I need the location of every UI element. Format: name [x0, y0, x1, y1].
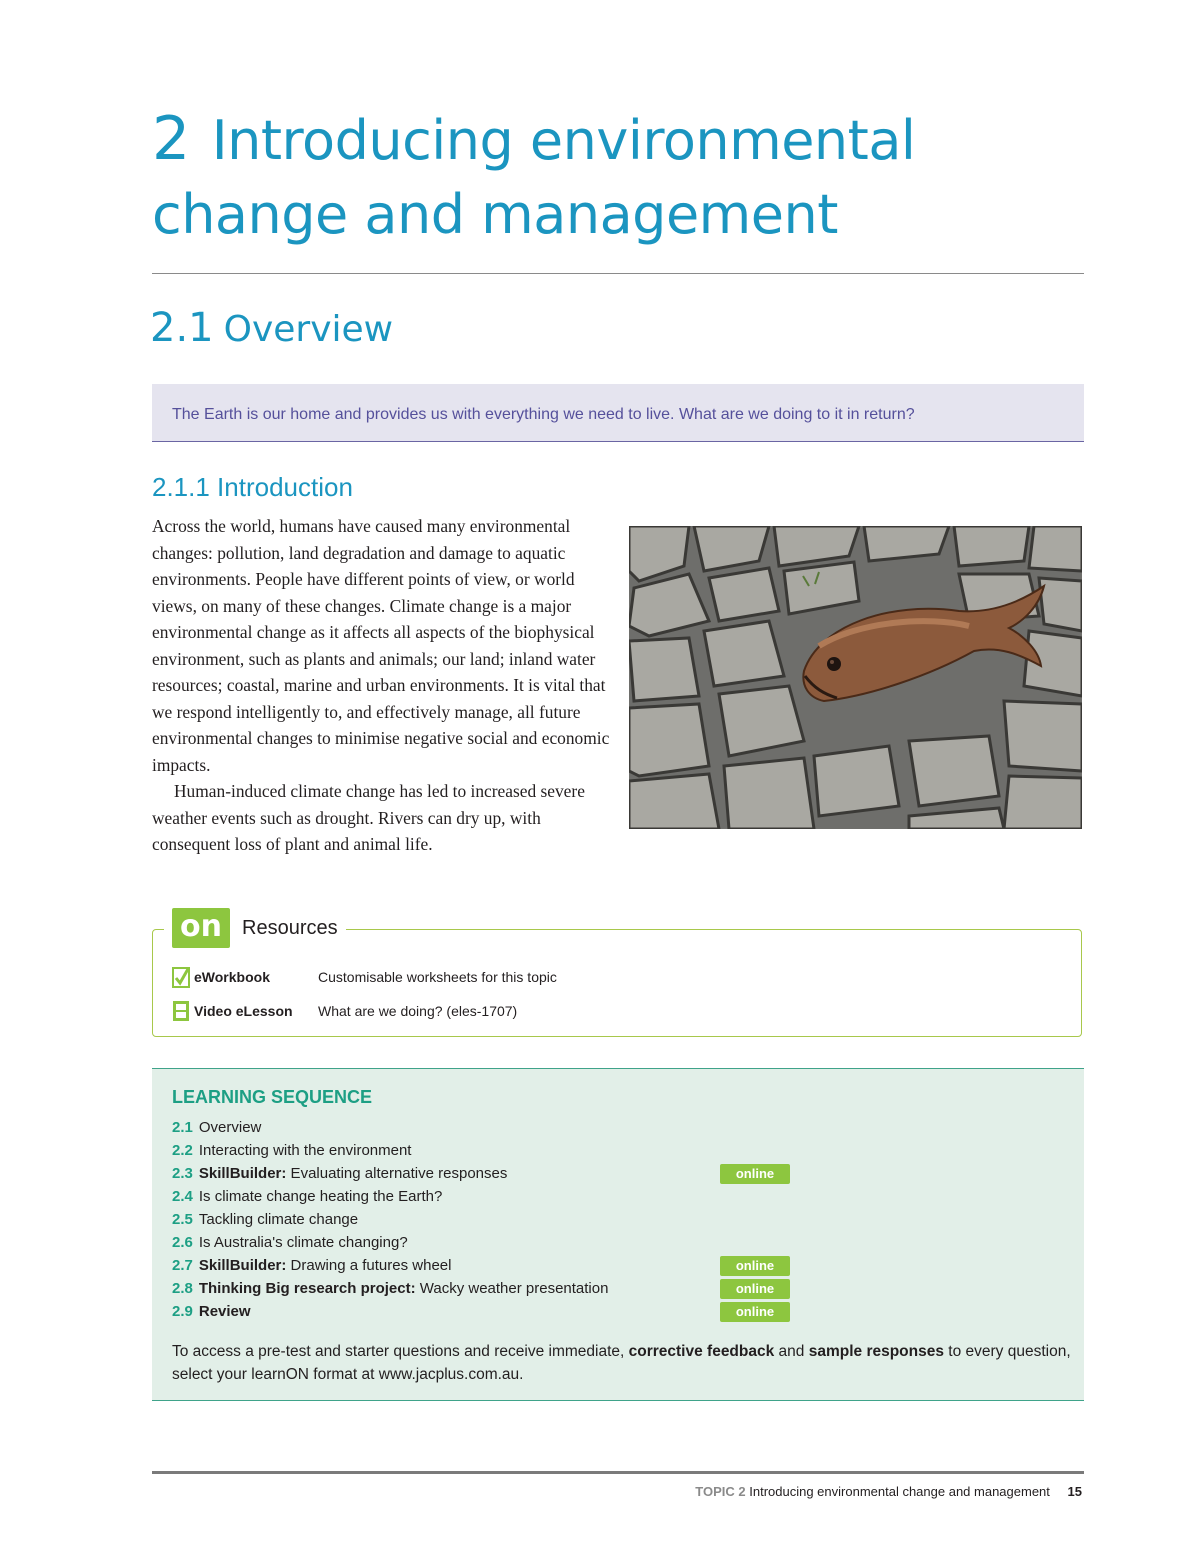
- resource-description: Customisable worksheets for this topic: [318, 969, 557, 985]
- learning-sequence-item[interactable]: [172, 1277, 792, 1300]
- title-divider: [152, 273, 1084, 274]
- intro-question-box: [152, 384, 1084, 442]
- item-number: 2.4: [172, 1188, 193, 1205]
- chapter-title: [152, 102, 1082, 252]
- item-text: Is Australia's climate changing?: [198, 1234, 408, 1251]
- section-title: [150, 305, 393, 351]
- resource-name: eWorkbook: [194, 969, 270, 985]
- item-number: 2.6: [172, 1234, 193, 1251]
- workbook-check-icon: [172, 966, 190, 988]
- chapter-title-line1: Introducing environmental: [211, 109, 916, 172]
- item-bold-label: SkillBuilder:: [198, 1257, 287, 1274]
- item-bold-label: Review: [198, 1303, 251, 1320]
- body-paragraph-1: [152, 513, 1082, 778]
- item-text: Evaluating alternative responses: [286, 1165, 508, 1182]
- item-number: 2.9: [172, 1303, 193, 1320]
- item-text: Overview: [198, 1119, 262, 1136]
- dead-fish-photo: [629, 526, 1082, 829]
- item-bold-label: Thinking Big research project:: [198, 1280, 416, 1297]
- footer-topic-label: TOPIC 2: [695, 1484, 746, 1499]
- learning-sequence-box: [152, 1068, 1084, 1401]
- section-title-text: Overview: [223, 309, 394, 350]
- learning-sequence-item[interactable]: [172, 1254, 792, 1277]
- note-bold-feedback: corrective feedback: [628, 1343, 775, 1360]
- online-only-badge: online: [720, 1256, 790, 1276]
- item-text: Interacting with the environment: [198, 1142, 412, 1159]
- chapter-number: 2: [152, 104, 190, 174]
- chapter-title-line2: change and management: [152, 183, 838, 246]
- note-text: and: [774, 1343, 809, 1360]
- resource-item-eworkbook[interactable]: [172, 966, 557, 988]
- learning-sequence-heading: LEARNING SEQUENCE: [172, 1087, 373, 1107]
- item-text: Is climate change heating the Earth?: [198, 1188, 443, 1205]
- intro-question: The Earth is our home and provides us with everything we need to live. What are we doing to it in return?: [172, 406, 915, 423]
- learning-sequence-item[interactable]: [172, 1300, 792, 1323]
- resources-header: [164, 906, 346, 950]
- resource-description: What are we doing? (eles-1707): [318, 1003, 518, 1019]
- item-text: Wacky weather presentation: [415, 1280, 609, 1297]
- body-text: [152, 513, 1082, 858]
- item-bold-label: SkillBuilder:: [198, 1165, 287, 1182]
- item-number: 2.3: [172, 1165, 193, 1182]
- item-number: 2.1: [172, 1119, 193, 1136]
- online-only-badge: online: [720, 1302, 790, 1322]
- resources-title: Resources: [242, 916, 338, 939]
- footer-topic-title: Introducing environmental change and management: [749, 1484, 1050, 1499]
- learning-sequence-item[interactable]: [172, 1185, 792, 1208]
- learning-sequence-list: [172, 1116, 792, 1323]
- item-number: 2.5: [172, 1211, 193, 1228]
- note-text: To access a pre-test and starter questions and receive immediate,: [172, 1343, 629, 1360]
- page-footer: [695, 1484, 1082, 1499]
- learnon-access-note: [172, 1340, 1072, 1386]
- resource-name: Video eLesson: [194, 1003, 293, 1019]
- item-number: 2.7: [172, 1257, 193, 1274]
- item-number: 2.2: [172, 1142, 193, 1159]
- learning-sequence-item[interactable]: [172, 1116, 792, 1139]
- subsection-title: 2.1.1 Introduction: [152, 472, 353, 502]
- body-paragraph-1-text: Across the world, humans have caused many environmental changes: pollution, land degradation and damage to aquatic environments. People have different points of view, or world views, on many of these changes. Climate change is a major environmental change as it affects all aspects of the biophysical environment, such as plants and animals; our land; inland water resources; coastal, marine and urban environments. It is vital that we respond intelligently to, and effectively manage, all future environmental changes to minimise negative social and economic impacts.: [152, 516, 610, 775]
- learnon-badge: on: [172, 908, 230, 948]
- footer-divider: [152, 1471, 1084, 1474]
- item-text: Drawing a futures wheel: [286, 1257, 452, 1274]
- note-bold-responses: sample responses: [808, 1343, 944, 1360]
- section-number: 2.1: [150, 305, 214, 351]
- online-only-badge: online: [720, 1164, 790, 1184]
- online-only-badge: online: [720, 1279, 790, 1299]
- video-film-icon: [172, 1000, 190, 1022]
- learning-sequence-item[interactable]: [172, 1162, 792, 1185]
- body-paragraph-2: Human-induced climate change has led to increased severe weather events such as drought. Rivers can dry up, with consequent loss of plant and animal life.: [152, 781, 585, 854]
- item-text: Tackling climate change: [198, 1211, 359, 1228]
- learning-sequence-item[interactable]: [172, 1208, 792, 1231]
- learning-sequence-item[interactable]: [172, 1231, 792, 1254]
- note-text: to every question, select your learnON format at www.jacplus.com.au.: [172, 1343, 1071, 1383]
- item-number: 2.8: [172, 1280, 193, 1297]
- learning-sequence-item[interactable]: [172, 1139, 792, 1162]
- page-number: 15: [1067, 1484, 1082, 1499]
- resource-item-video-elesson[interactable]: [172, 1000, 517, 1022]
